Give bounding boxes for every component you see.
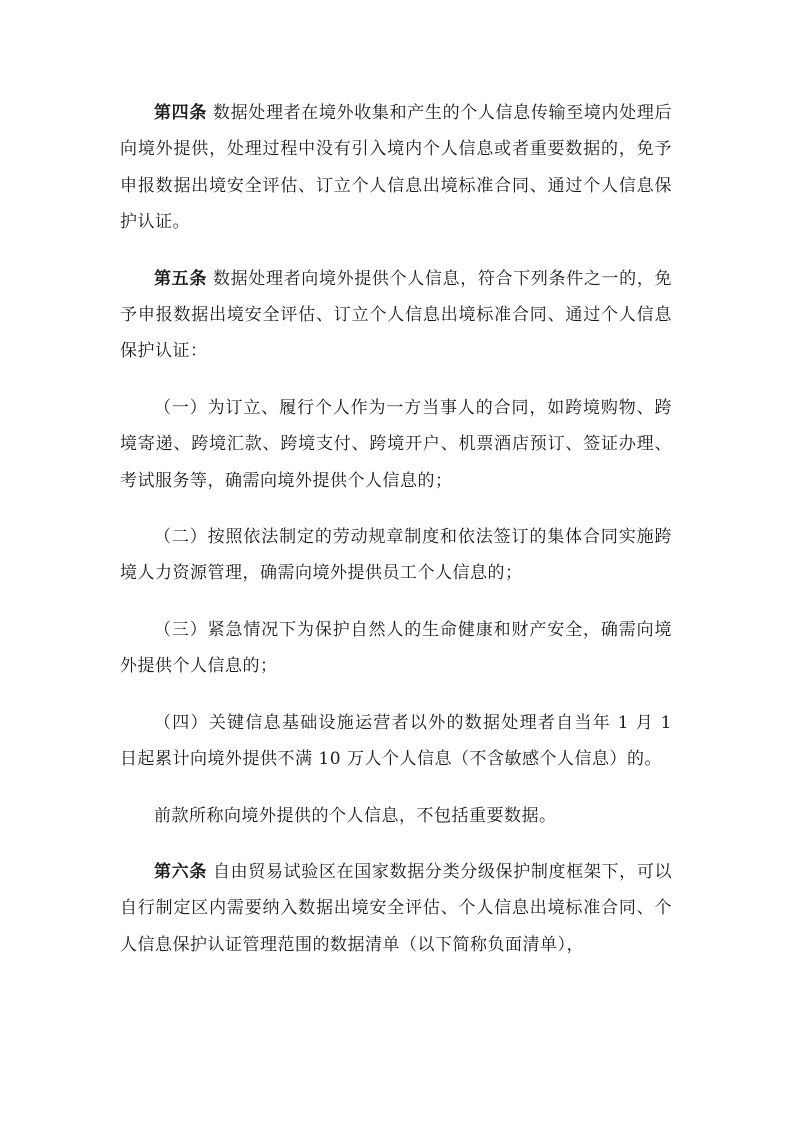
article-heading: 第四条 xyxy=(154,103,207,123)
document-page xyxy=(120,95,672,963)
paragraph-article-5 xyxy=(120,261,672,370)
paragraph-note xyxy=(120,798,672,834)
article-heading: 第六条 xyxy=(154,861,207,882)
paragraph-item-1 xyxy=(120,390,672,499)
paragraph-text: 自由贸易试验区在国家数据分类分级保护制度框架下，可以自行制定区内需要纳入数据出境安全评估、个人信息出境标准合同、个人信息保护认证管理范围的数据清单（以下简称负面清单）， xyxy=(120,861,673,955)
article-heading: 第五条 xyxy=(154,268,207,289)
paragraph-text: （二）按照依法制定的劳动规章制度和依法签订的集体合同实施跨境人力资源管理，确需向境外提供员工个人信息的； xyxy=(120,527,672,584)
paragraph-item-2 xyxy=(120,519,672,592)
paragraph-text: （一）为订立、履行个人作为一方当事人的合同，如跨境购物、跨境寄递、跨境汇款、跨境支付、跨境开户、机票酒店预订、签证办理、考试服务等，确需向境外提供个人信息的； xyxy=(120,397,672,491)
paragraph-text: 前款所称向境外提供的个人信息，不包括重要数据。 xyxy=(154,805,557,826)
paragraph-text: 数据处理者向境外提供个人信息，符合下列条件之一的，免予申报数据出境安全评估、订立个人信息出境标准合同、通过个人信息保护认证： xyxy=(120,268,673,362)
paragraph-text: （三）紧急情况下为保护自然人的生命健康和财产安全，确需向境外提供个人信息的； xyxy=(120,619,672,677)
paragraph-item-3 xyxy=(120,612,672,685)
paragraph-article-4 xyxy=(120,95,672,241)
paragraph-article-6 xyxy=(120,854,672,963)
paragraph-text: （四）关键信息基础设施运营者以外的数据处理者自当年 1 月 1 日起累计向境外提供不满 10 万人个人信息（不含敏感个人信息）的。 xyxy=(120,712,672,770)
paragraph-text: 数据处理者在境外收集和产生的个人信息传输至境内处理后向境外提供，处理过程中没有引入境内个人信息或者重要数据的，免予申报数据出境安全评估、订立个人信息出境标准合同、通过个人信息保护认证。 xyxy=(120,103,673,233)
paragraph-item-4 xyxy=(120,705,672,778)
